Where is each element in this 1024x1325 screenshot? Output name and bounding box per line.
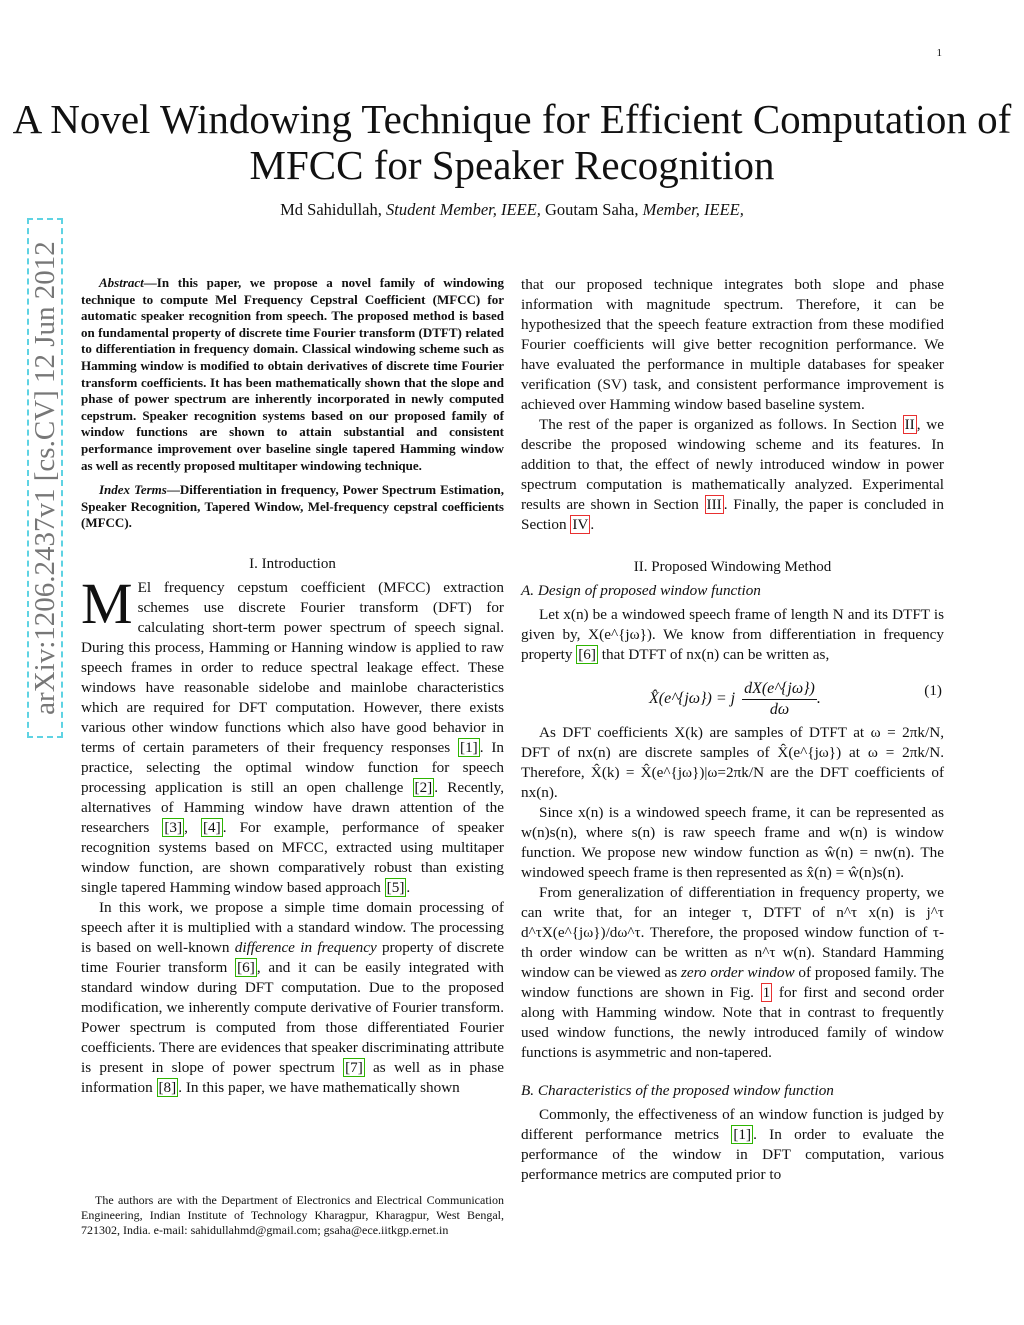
section-link-iv[interactable]: IV (572, 516, 589, 533)
footnote (81, 1193, 504, 1238)
author-1-role: Student Member, IEEE, (386, 200, 541, 219)
abstract-label: Abstract (99, 275, 144, 290)
author-1: Md Sahidullah, (280, 200, 382, 219)
equation-1-body: X̂(e^{jω}) = j $\frac{dX(e\^{}\{j\omega\})}{d\omega}$ . (649, 680, 821, 718)
sec2-pb1-a: Commonly, the effectiveness of an window function is judged by different performance metrics (521, 1106, 944, 1143)
page-number: 1 (936, 47, 942, 59)
sec2-pa4-a: From generalization of differentiation in frequency property, we can write that, for an integer τ, DTFT of n^τ x(n) is j^τ d^τX(e^{jω})/dω^τ. Therefore, the proposed window function of τ-th order window can be written as n^τ w(n). Standard Hamming window can be viewed as (521, 884, 944, 981)
section-2a-paragraph-1 (521, 605, 944, 665)
author-2: Goutam Saha, (545, 200, 639, 219)
citation-4[interactable]: [4] (202, 818, 221, 836)
citation-2[interactable]: [2] (414, 778, 433, 796)
section-2a-paragraph-4 (521, 883, 944, 1063)
intro-p1-d: , (184, 818, 201, 836)
citation-1b[interactable]: [1] (733, 1126, 752, 1143)
right-p2-b: , we describe the proposed windowing scheme and its features. In addition to that, the effect of newly introduced window in power spectrum computation is mathematically analyzed. Experimental results are shown in Section (521, 416, 945, 513)
section-link-ii[interactable]: II (904, 416, 915, 433)
intro-p1-c: . Recently, alternatives of Hamming window have drawn attention of the researchers (81, 778, 504, 836)
citation-3[interactable]: [3] (164, 818, 183, 836)
arxiv-stamp[interactable]: arXiv:1206.2437v1 [cs.CV] 12 Jun 2012 (27, 218, 63, 738)
author-2-role: Member, IEEE, (642, 200, 744, 219)
drop-cap: M (81, 570, 133, 636)
right-paragraph-1: that our proposed technique integrates both slope and phase information with magnitude spectrum. Therefore, it can be hypothesized that the speech feature extraction from these modified Fourier coefficients will give better recognition performance. We have evaluated the performance in multiple databases for speaker verification (SV) task, and consistent performance improvement is achieved over Hamming window based baseline system. (521, 276, 944, 413)
subsection-a-heading: A. Design of proposed window function (521, 582, 761, 599)
intro-p2-em: difference in frequency (234, 938, 377, 956)
figure-link-1[interactable]: 1 (762, 984, 771, 1001)
equation-1-denominator: dω (769, 701, 790, 718)
sec2-pa4-b: of proposed family. The window functions are shown in Fig. (521, 964, 944, 1001)
citation-8[interactable]: [8] (158, 1078, 177, 1096)
citation-7[interactable]: [7] (345, 1058, 363, 1076)
right-paragraph-2 (521, 415, 944, 535)
index-terms (81, 482, 504, 532)
section-link-iii[interactable]: III (706, 496, 722, 513)
index-terms-label: Index Terms (99, 482, 167, 498)
citation-6[interactable]: [6] (237, 958, 255, 976)
equation-1-lhs: X̂(e^{jω}) = j (649, 690, 736, 708)
sec2-pb1-b: . In order to evaluate the performance of the window in DFT computation, various performance metrics are computed prior to (521, 1126, 944, 1183)
intro-p1-e: . For example, performance of speaker recognition systems based on MFCC, extracted using multitaper window function, are shown comparatively robust than existing single tapered Hamming window based approach (81, 818, 505, 896)
right-p2-d: . (590, 516, 595, 533)
citation-1[interactable]: [1] (460, 738, 478, 756)
right-p2-c: . Finally, the paper is concluded in Section (521, 496, 944, 533)
equation-1-tag: (1) (924, 682, 942, 699)
citation-6b[interactable]: [6] (578, 646, 596, 663)
abstract (81, 275, 504, 474)
intro-p1-a: El frequency cepstum coefficient (MFCC) extraction schemes use discrete Fourier transform (DFT) for calculating short-term power spectrum of speech signal. During this process, Hamming or Hanning window is applied to raw speech frames in order to reduce spectral leakage effect. These windows have reasonable sidelobe and mainlobe characteristics which are required for DFT computation. However, there exists various other window functions which also have good behavior in terms of certain parameters of their frequency responses (81, 578, 504, 756)
footnote-text: The authors are with the Department of Electronics and Electrical Communication Engineering, Indian Institute of Technology Kharagpur, Kharagpur, West Bengal, 721302, India. e-mail: sahidullahmd@gmail.com; gsaha@ece.iitkgp.ernet.in (81, 1193, 504, 1237)
intro-p1-f: . (406, 878, 411, 896)
right-p2-a: The rest of the paper is organized as follows. In Section (539, 416, 903, 433)
sec2-pa1-b: that DTFT of nx(n) can be written as, (597, 646, 830, 663)
intro-p2-b: property of discrete time Fourier transform (81, 938, 505, 976)
paper-title: A Novel Windowing Technique for Efficient Computation of MFCC for Speaker Recognition (12, 96, 1012, 188)
section-2a-paragraph-3: Since x(n) is a windowed speech frame, it can be represented as w(n)s(n), where s(n) is raw speech frame and w(n) is window function. We propose new window function as ŵ(n) = nw(n). The windowed speech frame is then represented as x̂(n) = ŵ(n)s(n). (521, 804, 944, 881)
right-column (521, 275, 944, 1185)
section-2a-paragraph-2: As DFT coefficients X(k) are samples of DTFT at ω = 2πk/N, DFT of nx(n) are discrete samples of X̂(e^{jω}) at ω = 2πk/N. Therefore, X̂(k) = X̂(e^{jω})|ω=2πk/N are the DFT coefficients of nx(n). (521, 724, 944, 801)
subsection-b-heading: B. Characteristics of the proposed window function (521, 1082, 834, 1099)
intro-p1-b: . In practice, selecting the optimal window function for speech processing application is still an open challenge (81, 738, 504, 796)
intro-paragraph-2 (81, 898, 504, 1098)
equation-1-numerator: dX(e^{jω}) (742, 679, 817, 700)
intro-p2-d: as well as in phase information (81, 1058, 504, 1096)
index-terms-text: —Differentiation in frequency, Power Spectrum Estimation, Speaker Recognition, Tapered Window, Mel-frequency cepstral coefficients (MFCC). (81, 482, 505, 531)
sec2-pa4-c: for first and second order along with Hamming window. Note that in contrast to frequently used window functions, the newly introduced family of window functions is asymmetric and non-tapered. (521, 984, 944, 1061)
abstract-text: —In this paper, we propose a novel family of windowing technique to compute Mel Frequency Cepstral Coefficient (MFCC) for automatic speaker recognition from speech. The proposed method is based on fundamental property of discrete time Fourier transform (DTFT) related to differentiation in frequency domain. Classical windowing scheme such as Hamming window is modified to obtain derivatives of discrete time Fourier transform coefficients. It has been mathematically shown that the slope and phase of power spectrum are inherently incorporated in newly computed cepstrum. Speaker recognition systems based on our proposed family of window functions are shown to attain substantial and consistent performance improvement over baseline single tapered Hamming window as well as recently proposed multitaper windowing technique. (81, 275, 504, 473)
left-column (81, 275, 504, 1098)
authors-line (0, 200, 1024, 220)
intro-p2-c: , and it can be easily integrated with standard window during DFT computation. Due to the proposed modification, we inherently compute derivative of Fourier transform. Power spectrum is computed from those differentiated Fourier coefficients. There are evidences that speaker discriminating attribute is present in slope of power spectrum (81, 958, 504, 1076)
intro-p2-a: In this work, we propose a simple time domain processing of speech after it is multiplied with a standard window. The processing is based on well-known (81, 898, 504, 956)
sec2-pa1-a: Let x(n) be a windowed speech frame of length N and its DTFT is given by, X(e^{jω}). We know from differentiation in frequency property (521, 606, 944, 663)
intro-paragraph-1 (81, 570, 505, 898)
section-2-heading: II. Proposed Windowing Method (633, 559, 832, 575)
section-1-heading: I. Introduction (249, 555, 336, 572)
sec2-pa4-em: zero order window (680, 964, 795, 981)
citation-5[interactable]: [5] (386, 878, 405, 896)
equation-1 (521, 669, 944, 717)
intro-p2-e: . In this paper, we have mathematically shown (178, 1078, 460, 1096)
section-2b-paragraph-1 (521, 1105, 944, 1185)
